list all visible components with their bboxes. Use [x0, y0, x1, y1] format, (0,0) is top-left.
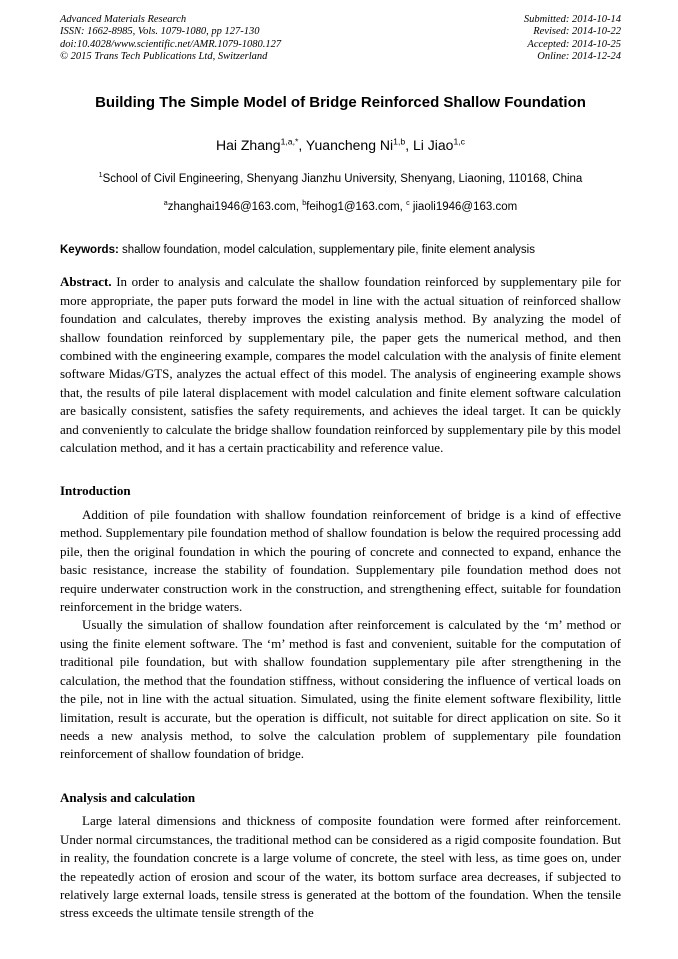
doi-line: doi:10.4028/www.scientific.net/AMR.1079-1080.127 — [60, 38, 282, 50]
affiliation-text: School of Civil Engineering, Shenyang Jianzhu University, Shenyang, Liaoning, 110168, China — [102, 173, 583, 186]
author-name-1: Hai Zhang — [215, 136, 281, 153]
keywords-text: shallow foundation, model calculation, supplementary pile, finite element analysis — [118, 244, 535, 257]
email-superscript-a: a — [163, 199, 168, 208]
keywords-line — [60, 243, 621, 257]
email-superscript-c: c — [406, 199, 410, 208]
email-text-c: jiaoli1946@163.com — [409, 201, 518, 214]
emails-line — [60, 201, 621, 215]
author-name-3: , Li Jiao — [405, 136, 454, 153]
analysis-paragraph-1: Large lateral dimensions and thickness of composite foundation were formed after reinforcement. Under normal circumstances, the traditional method can be considered as a rigid composite foundation. But in reality, the foundation concrete is a large volume of concrete, the steel with less, as time goes on, under the repeatedly action of erosion and scour of the water, its bottom surface area decreases, if subjected to relatively large external loads, tensile stress is generated at the bottom of the foundation. When the tensile stress exceeds the ultimate tensile strength of the — [60, 813, 621, 921]
abstract-label: Abstract. — [60, 274, 112, 290]
keywords-label: Keywords: — [60, 244, 119, 257]
paper-title: Building The Simple Model of Bridge Reinforced Shallow Foundation — [95, 93, 586, 111]
journal-title: Advanced Materials Research — [60, 14, 187, 25]
section-analysis-and-calculation — [60, 790, 621, 923]
authors-line — [60, 137, 621, 154]
submitted-date: Submitted: 2014-10-14 — [523, 14, 621, 25]
email-superscript-b: b — [302, 199, 307, 208]
email-text-b: feihog1@163.com, — [306, 201, 407, 214]
revised-date: Revised: 2014-10-22 — [533, 26, 621, 38]
issn-line: ISSN: 1662-8985, Vols. 1079-1080, pp 127-130 — [60, 26, 260, 38]
introduction-paragraph-2: Usually the simulation of shallow foundation after reinforcement is calculated by the ‘m’ method or using the finite element software. The ‘m’ method is fast and convenient, suitable for the computation of traditional pile foundation, but with shallow foundation supplementary pile after strengthening in the calculation, the method that the foundation stiffness, without considering the influence of vertical loads on the pile, not in line with the actual situation. Simulated, using the finite element software flexibility, little limitation, result is accurate, but the operation is difficult, not suitable for direct application on site. So it needs a new analysis method, to solve the calculation problem of supplementary pile foundation reinforcement of shallow foundation of bridge. — [60, 617, 621, 762]
introduction-paragraph-1: Addition of pile foundation with shallow foundation reinforcement of bridge is a kind of effective method. Supplementary pile foundation method of shallow foundation is below the required processing add pile, then the original foundation in which the pouring of concrete and connected to expand, enhance the basic resistance, increase the stability of foundation. Supplementary pile foundation method does not require underwater construction work in the construction, and strengthening effect, suitable for foundation reinforcement in the bridge waters. — [60, 507, 621, 615]
author-superscript-1: 1,a,* — [280, 135, 299, 146]
author-superscript-2: 1,b — [393, 135, 406, 146]
affiliation-superscript: 1 — [98, 171, 103, 180]
section-heading-analysis: Analysis and calculation — [60, 789, 196, 805]
affiliation-line — [60, 173, 621, 187]
abstract-text: In order to analysis and calculate the shallow foundation reinforced by supplementary pile for more appropriate, the paper puts forward the model in line with the actual situation of reinforced shallow foundation and calculates, thereby improves the existing analysis method. By analyzing the model of shallow foundation reinforced by supplementary pile, the paper gets the numerical method, and then combined with the engineering example, compares the model calculation with the analysis of finite element software Midas/GTS, analyzes the actual effect of this model. The analysis of engineering example shows that, the results of pile lateral displacement with model calculation and finite element software calculation are basically consistent, satisfies the safety requirements, and achieves the ideal target. It can be quickly and conveniently to calculate the bridge shallow foundation reinforced by supplementary pile by this model calculation method, and it has a certain practicability and reference value. — [60, 274, 621, 456]
journal-info-block — [60, 14, 281, 64]
journal-header — [60, 14, 621, 64]
author-superscript-3: 1,c — [453, 135, 466, 146]
online-date: Online: 2014-12-24 — [537, 51, 621, 63]
accepted-date: Accepted: 2014-10-25 — [527, 38, 621, 50]
abstract-paragraph — [60, 273, 621, 457]
section-introduction — [60, 483, 621, 763]
dates-block — [524, 14, 621, 64]
email-text-a: zhanghai1946@163.com, — [167, 201, 303, 214]
section-heading-introduction: Introduction — [60, 483, 131, 499]
author-name-2: , Yuancheng Ni — [298, 136, 394, 153]
copyright-line: © 2015 Trans Tech Publications Ltd, Switzerland — [60, 51, 268, 63]
